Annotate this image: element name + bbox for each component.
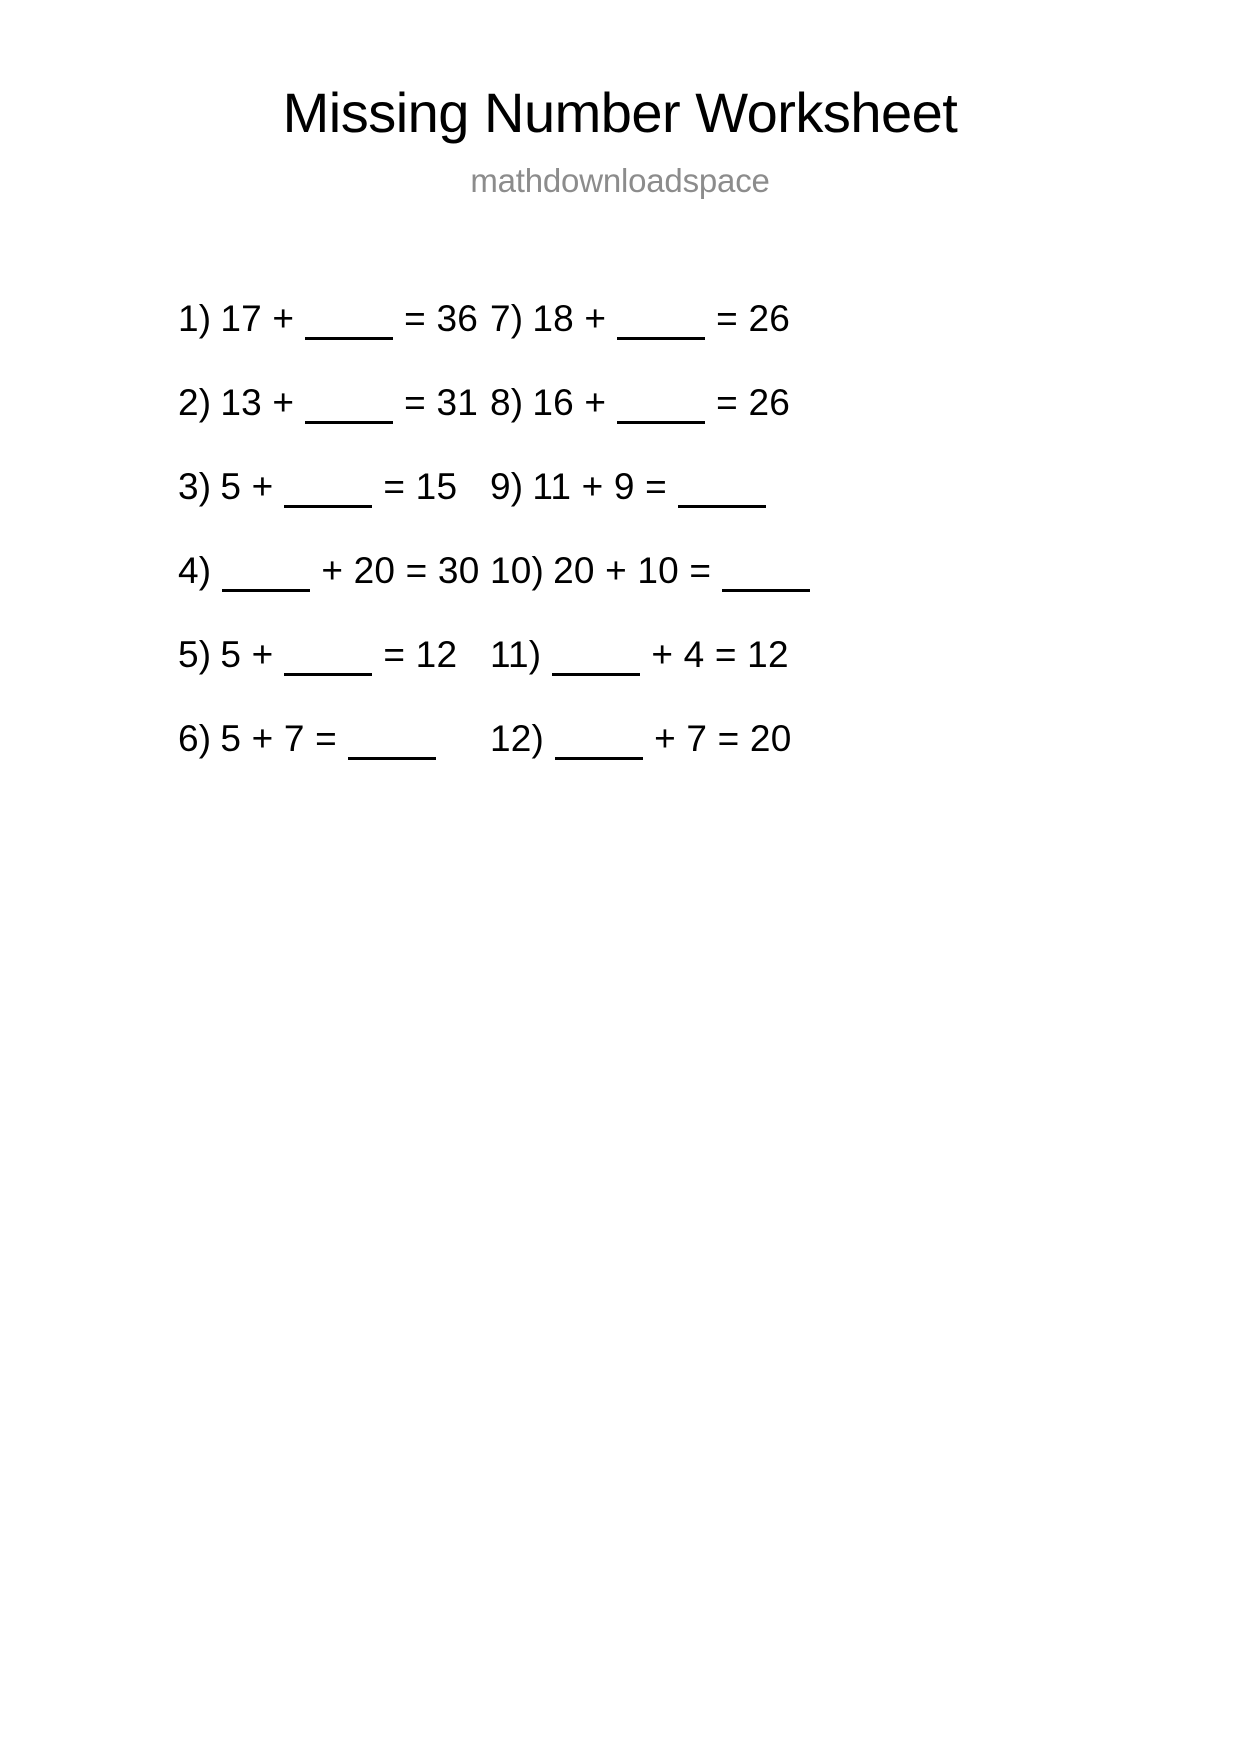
problem-item — [490, 300, 1005, 384]
problem-item — [178, 550, 480, 636]
problem-text-part: 10) — [490, 550, 545, 591]
problem-text-part: 8) — [490, 382, 524, 423]
problem-text-part: 17 + — [220, 298, 295, 339]
problem-text-part: 9) — [490, 466, 524, 507]
problem-text-part: 16 + — [532, 382, 607, 423]
problem-text-part: + 7 = 20 — [654, 718, 792, 759]
problem-text-part: 1) — [178, 298, 212, 339]
problem-expression — [178, 300, 478, 337]
problem-text-part: 3) — [178, 466, 212, 507]
problem-expression — [490, 552, 812, 589]
problem-item — [490, 552, 1005, 636]
page-subtitle: mathdownloadspace — [470, 162, 770, 199]
problem-text-part: + 4 = 12 — [651, 634, 789, 675]
problem-text-part: = 12 — [383, 634, 458, 675]
problem-text-part: 4) — [178, 550, 212, 591]
problem-text-part: = 26 — [716, 382, 790, 423]
problem-text-part: 5 + 7 = — [220, 718, 337, 759]
problem-expression — [178, 552, 479, 589]
problem-expression — [490, 384, 790, 421]
problem-text-part: 20 + 10 = — [553, 550, 712, 591]
problem-text-part: = 15 — [383, 466, 458, 507]
problem-text-part: = 31 — [404, 382, 478, 423]
problem-expression — [178, 720, 438, 757]
page-title: Missing Number Worksheet — [282, 81, 958, 144]
problem-text-part: 5 + — [220, 466, 274, 507]
problem-text-part: 12) — [490, 718, 545, 759]
problem-item — [490, 468, 1005, 552]
problem-item — [490, 720, 1005, 804]
problem-item — [178, 634, 458, 720]
problem-text-part: 5) — [178, 634, 212, 675]
problem-text-part: 7) — [490, 298, 524, 339]
problem-expression — [178, 468, 457, 505]
problem-text-part: = 26 — [716, 298, 790, 339]
problem-item — [178, 466, 458, 552]
problem-text-part: 11) — [490, 634, 542, 675]
problem-item — [178, 720, 445, 804]
problem-text-part: + 20 = 30 — [321, 550, 480, 591]
problem-expression — [490, 636, 789, 673]
problem-item — [490, 384, 1005, 468]
problem-text-part: 11 + 9 = — [532, 466, 667, 507]
problem-column-right — [445, 300, 1005, 804]
problem-item — [490, 636, 1005, 720]
problem-text-part: 18 + — [532, 298, 607, 339]
problem-text-part: 6) — [178, 718, 212, 759]
problem-item — [178, 382, 478, 468]
problem-expression — [178, 636, 457, 673]
problem-text-part: 13 + — [220, 382, 295, 423]
problem-expression — [178, 384, 478, 421]
problem-column-left — [0, 298, 480, 804]
problem-text-part: 5 + — [220, 634, 274, 675]
problem-expression — [490, 468, 768, 505]
problem-text-part: = 36 — [404, 298, 478, 339]
problem-expression — [490, 300, 790, 337]
problems-area — [0, 300, 1240, 804]
problem-text-part: 2) — [178, 382, 212, 423]
problem-expression — [490, 720, 791, 757]
problem-item — [178, 298, 478, 384]
